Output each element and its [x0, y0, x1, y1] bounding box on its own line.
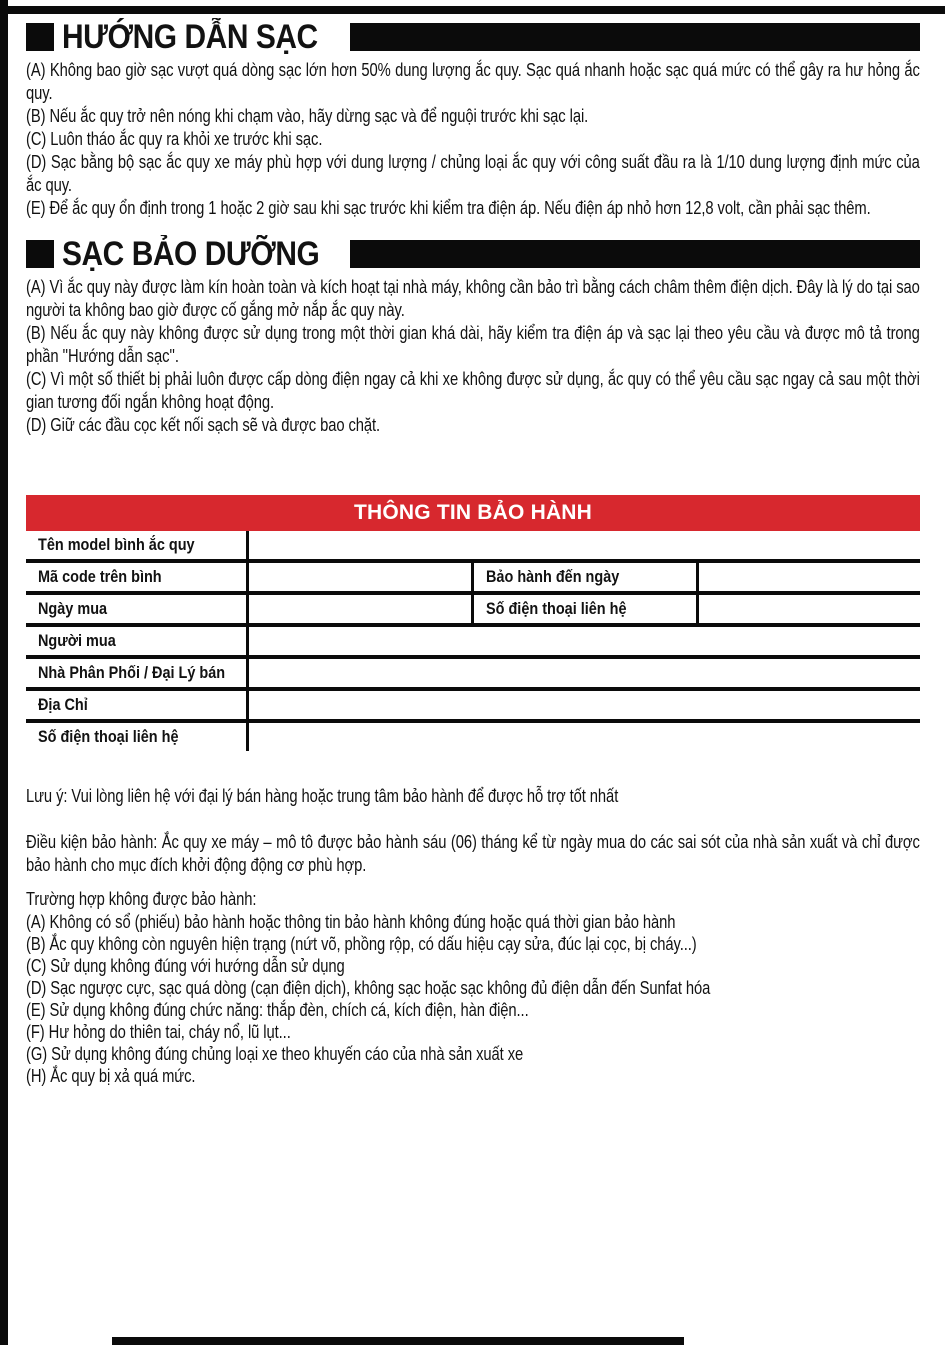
black-square-marker-icon [26, 23, 54, 51]
page-bottom-bar [112, 1337, 684, 1345]
row-label: Mã code trên bình [26, 563, 249, 591]
row-value-cell [249, 691, 920, 719]
maintenance-item-b: (B) Nếu ắc quy này không được sử dụng trong một thời gian khá dài, hãy kiểm tra điện áp và sạc lại theo yêu cầu và được mô tả trong phần ''Hướng dẫn sạc''. [26, 323, 920, 366]
exclusion-item-g: (G) Sử dụng không đúng chủng loại xe theo khuyến cáo của nhà sản xuất xe [26, 1044, 524, 1064]
row-value-cell [249, 659, 920, 687]
instruction-item-c: (C) Luôn tháo ắc quy ra khỏi xe trước khi sạc. [26, 129, 323, 149]
row-label: Nhà Phân Phối / Đại Lý bán [26, 659, 249, 687]
exclusion-item-d: (D) Sạc ngược cực, sạc quá dòng (cạn điện dịch), không sạc hoặc sạc không đủ điện dẫn đến Sunfat hóa [26, 978, 711, 998]
page-left-border [0, 0, 8, 1345]
exclusions-list [26, 911, 920, 1087]
row-label: Bảo hành đến ngày [474, 563, 699, 591]
instruction-item-b: (B) Nếu ắc quy trở nên nóng khi chạm vào, hãy dừng sạc và để nguội trước khi sạc lại. [26, 106, 589, 126]
exclusion-item-e: (E) Sử dụng không đúng chức năng: thắp đèn, chích cá, kích điện, hàn điện... [26, 1000, 529, 1020]
maintenance-item-d: (D) Giữ các đầu cọc kết nối sạch sẽ và được bao chặt. [26, 415, 381, 435]
section-title-maintenance: SẠC BẢO DƯỠNG [62, 234, 320, 273]
black-square-marker-icon [26, 240, 54, 268]
row-label: Số điện thoại liên hệ [474, 595, 699, 623]
row-value-cell [249, 563, 474, 591]
instruction-item-e: (E) Để ắc quy ổn định trong 1 hoặc 2 giờ sau khi sạc trước khi kiểm tra điện áp. Nếu điện áp nhỏ hơn 12,8 volt, cần phải sạc thêm. [26, 198, 871, 218]
section-title-wrap [62, 17, 344, 56]
table-row-address [26, 691, 920, 723]
row-value-cell [249, 531, 920, 559]
table-row-purchase-date [26, 595, 920, 627]
exclusion-item-b: (B) Ắc quy không còn nguyên hiện trạng (nứt võ, phồng rộp, có dấu hiệu cạy sửa, đúc lại cọc, bị cháy...) [26, 934, 697, 954]
section-header-maintenance [26, 234, 920, 273]
maintenance-instructions-list [26, 276, 920, 437]
maintenance-item-a: (A) Vì ắc quy này được làm kín hoàn toàn và kích hoạt tại nhà máy, không cần bảo trì bằng cách châm thêm điện dịch. Đây là lý do tại sao người ta không bao giờ được cố gắng mở nắp ắc quy này. [26, 277, 920, 320]
section-header-charging [26, 17, 920, 56]
exclusion-item-c: (C) Sử dụng không đúng với hướng dẫn sử dụng [26, 956, 345, 976]
row-value-cell [699, 563, 920, 591]
row-label: Người mua [26, 627, 249, 655]
table-row-distributor [26, 659, 920, 691]
row-label: Địa Chỉ [26, 691, 249, 719]
page-content [26, 17, 920, 1087]
warranty-header-title: THÔNG TIN BẢO HÀNH [353, 501, 593, 524]
table-row-buyer [26, 627, 920, 659]
instruction-item-a: (A) Không bao giờ sạc vượt quá dòng sạc lớn hơn 50% dung lượng ắc quy. Sạc quá nhanh hoặc sạc quá mức có thể gây ra hư hỏng ắc quy. [26, 60, 920, 103]
row-value-cell [249, 627, 920, 655]
exclusion-item-h: (H) Ắc quy bị xả quá mức. [26, 1066, 196, 1086]
note-conditions: Điều kiện bảo hành: Ắc quy xe máy – mô tô được bảo hành sáu (06) tháng kể từ ngày mua do các sai sót của nhà sản xuất và chỉ được bảo hành cho mục đích khởi động động cơ phù hợp. [26, 832, 920, 875]
charging-instructions-list [26, 59, 920, 220]
row-label: Ngày mua [26, 595, 249, 623]
maintenance-item-c: (C) Vì một số thiết bị phải luôn được cấp dòng điện ngay cả khi xe không được sử dụng, ắc quy có thể yêu cầu sạc ngay cả sau một thời gian tương đối ngắn không hoạt động. [26, 369, 920, 412]
row-value-cell [699, 595, 920, 623]
table-row-model [26, 531, 920, 563]
page-top-border [0, 6, 945, 14]
warranty-header-bar [26, 495, 920, 531]
exclusion-item-f: (F) Hư hỏng do thiên tai, cháy nổ, lũ lụt... [26, 1022, 291, 1042]
row-value-cell [249, 723, 920, 751]
exclusions-title: Trường hợp không được bảo hành: [26, 889, 257, 909]
row-value-cell [249, 595, 474, 623]
note-contact: Lưu ý: Vui lòng liên hệ với đại lý bán hàng hoặc trung tâm bảo hành để được hỗ trợ tốt nhất [26, 786, 619, 806]
warranty-table [26, 531, 920, 751]
instruction-item-d: (D) Sạc bằng bộ sạc ắc quy xe máy phù hợp với dung lượng / chủng loại ắc quy với công suất đầu ra là 1/10 dung lượng định mức của ắc quy. [26, 152, 920, 195]
table-row-phone [26, 723, 920, 751]
section-title-bar [350, 240, 920, 268]
section-title-bar [350, 23, 920, 51]
row-label: Số điện thoại liên hệ [26, 723, 249, 751]
section-title-charging: HƯỚNG DẪN SẠC [62, 17, 318, 56]
exclusion-item-a: (A) Không có sổ (phiếu) bảo hành hoặc thông tin bảo hành không đúng hoặc quá thời gian bảo hành [26, 912, 676, 932]
section-title-wrap [62, 234, 344, 273]
row-label: Tên model bình ắc quy [26, 531, 249, 559]
table-row-code [26, 563, 920, 595]
